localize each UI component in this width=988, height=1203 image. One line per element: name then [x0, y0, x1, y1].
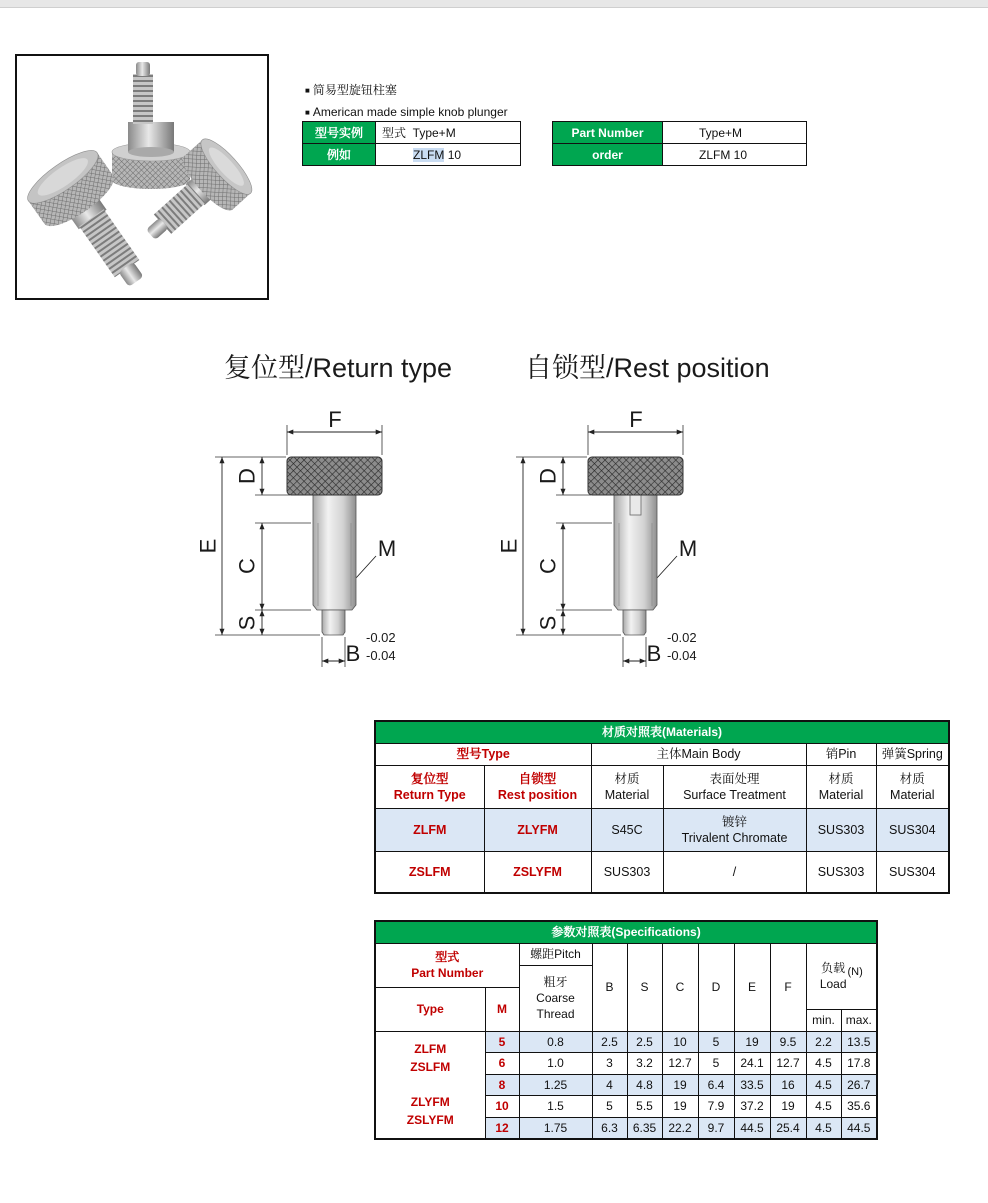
example-cn-label-1: 型号实例 — [303, 122, 376, 144]
table-row: ZLFM ZLYFM S45C 镀锌 Trivalent Chromate SUS303 SUS304 — [375, 808, 949, 851]
header-spring: 弹簧Spring — [876, 743, 949, 765]
header-coarse-thread: 粗牙 Coarse Thread — [519, 965, 592, 1031]
header-pin: 销Pin — [806, 743, 876, 765]
example-size: 10 — [447, 147, 462, 162]
subheader-return-type: 复位型 Return Type — [375, 765, 484, 808]
intro-text-cn: 简易型旋钮柱塞 — [312, 83, 397, 97]
header-load: 负载 Load (N) — [806, 943, 877, 1009]
dim-label-d: D — [234, 468, 260, 484]
table-row: ZSLFM ZSLYFM SUS303 / SUS303 SUS304 — [375, 851, 949, 893]
product-photo — [15, 54, 269, 300]
m-leader-line — [356, 556, 376, 578]
intro-text-en: American made simple knob plunger — [312, 105, 508, 119]
dim-label-s: S — [234, 615, 260, 631]
example-cn-value-2 — [376, 144, 521, 166]
return-type-title: 复位型/Return type — [224, 353, 453, 383]
dim-label-f: F — [629, 407, 643, 432]
header-load-max: max. — [841, 1009, 877, 1031]
knurled-knob — [287, 457, 382, 495]
example-table-cn — [302, 121, 521, 166]
header-s: S — [627, 943, 662, 1031]
knob-plunger-image — [17, 56, 267, 298]
header-c: C — [662, 943, 698, 1031]
header-load-min: min. — [806, 1009, 841, 1031]
detent-slot — [630, 495, 641, 515]
dim-label-c: C — [234, 558, 260, 574]
rest-position-drawing — [497, 407, 698, 667]
bullet-icon: ■ — [305, 108, 310, 117]
top-bar — [0, 0, 988, 8]
example-code-highlight: ZLFM — [413, 147, 445, 162]
type-group-rest: ZLYFM ZSLYFM — [406, 1095, 454, 1127]
table-row: ZLFM ZSLFM ZLYFM ZSLYFM 5 0.8 2.5 2.5 10 5 19 9.5 2.2 13.5 — [375, 1031, 877, 1053]
dim-label-s: S — [535, 615, 561, 631]
dim-label-d: D — [535, 468, 561, 484]
table-row: 6 1.0 3 3.2 12.7 5 24.1 12.7 4.5 17.8 — [375, 1053, 877, 1075]
materials-table — [374, 720, 950, 894]
m-leader-line — [657, 556, 677, 578]
header-type: 型号Type — [375, 743, 591, 765]
tolerance-upper: -0.02 — [366, 630, 396, 645]
table-row: 10 1.5 5 5.5 19 7.9 37.2 19 4.5 35.6 — [375, 1096, 877, 1118]
rest-position-title: 自锁型/Rest position — [525, 353, 770, 383]
dim-label-c: C — [535, 558, 561, 574]
header-part-number: 型式 Part Number — [375, 943, 519, 987]
tolerance-upper: -0.02 — [667, 630, 697, 645]
specifications-table — [374, 920, 878, 1140]
subheader-body-material: 材质 Material — [591, 765, 663, 808]
plunger-pin — [322, 610, 345, 635]
tolerance-lower: -0.04 — [667, 648, 697, 663]
header-m: M — [485, 987, 519, 1031]
example-en-value-1: Type+M — [663, 122, 807, 144]
bullet-icon: ■ — [305, 86, 310, 95]
example-en-label-2: order — [553, 144, 663, 166]
dim-label-m: M — [377, 536, 397, 561]
technical-drawings — [190, 400, 780, 675]
example-en-value-2: ZLFM 10 — [663, 144, 807, 166]
header-pitch: 螺距Pitch — [519, 943, 592, 965]
dim-label-b: B — [646, 641, 662, 666]
dim-label-m: M — [678, 536, 698, 561]
specifications-title: 参数对照表(Specifications) — [375, 921, 877, 943]
table-row: 12 1.75 6.3 6.35 22.2 9.7 44.5 25.4 4.5 44.5 — [375, 1117, 877, 1139]
intro-line-en — [305, 105, 508, 120]
header-f: F — [770, 943, 806, 1031]
header-e: E — [734, 943, 770, 1031]
tolerance-lower: -0.04 — [366, 648, 396, 663]
return-type-drawing — [196, 407, 397, 667]
dim-label-f: F — [328, 407, 342, 432]
table-row: 8 1.25 4 4.8 19 6.4 33.5 16 4.5 26.7 — [375, 1074, 877, 1096]
plunger-shank — [313, 495, 356, 610]
subheader-pin-material: 材质 Material — [806, 765, 876, 808]
materials-title: 材质对照表(Materials) — [375, 721, 949, 743]
header-d: D — [698, 943, 734, 1031]
example-table-en — [552, 121, 807, 166]
example-en-label-1: Part Number — [553, 122, 663, 144]
type-group-cell — [375, 1031, 485, 1139]
subheader-spring-material: 材质 Material — [876, 765, 949, 808]
dim-label-e: E — [496, 538, 522, 554]
header-main-body: 主体Main Body — [591, 743, 806, 765]
type-group-return: ZLFM ZSLFM — [410, 1042, 451, 1074]
header-type: Type — [375, 987, 485, 1031]
intro-line-cn — [305, 83, 397, 98]
example-cn-label-2: 例如 — [303, 144, 376, 166]
header-b: B — [592, 943, 627, 1031]
subheader-rest-position: 自锁型 Rest position — [484, 765, 591, 808]
knurled-knob — [588, 457, 683, 495]
subheader-surface-treatment: 表面处理 Surface Treatment — [663, 765, 806, 808]
dim-label-b: B — [345, 641, 361, 666]
dim-label-e: E — [195, 538, 221, 554]
example-cn-value-1: 型式 Type+M — [376, 122, 521, 144]
plunger-pin — [623, 610, 646, 635]
